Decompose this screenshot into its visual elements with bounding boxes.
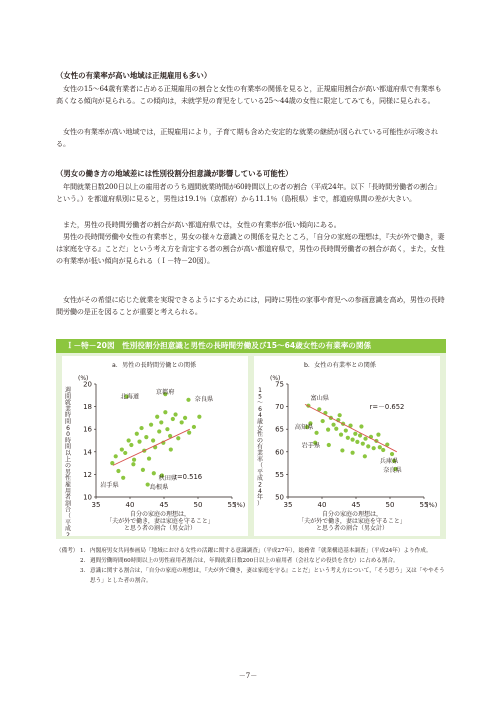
y-axis-label-char: 上 (64, 456, 72, 464)
data-point (149, 423, 153, 427)
data-point (363, 437, 367, 441)
y-tick-label: 20 (83, 380, 92, 389)
x-axis-unit: (%) (234, 501, 246, 509)
data-point (183, 416, 187, 420)
y-axis-label-char: 2 (66, 531, 70, 536)
note-text: 意識に関する割合は，「自分の家庭の理想は，『夫が外で働き，妻は家庭を守る』ことだ」という考え方について，「そう思う」又は「ややそう思う」とした者の割合。 (90, 568, 445, 584)
section1-paragraph-2: 女性の有業率が高い地域では，正規雇用により，子育て期も含めた安定的な就業の継続が図られている可能性が示唆される。 (56, 127, 438, 149)
y-axis-label-char: （ (64, 513, 72, 520)
y-axis-label-char: 有 (256, 443, 264, 451)
data-point (163, 410, 167, 414)
y-tick-label: 50 (275, 493, 284, 502)
x-tick-label: 35 (91, 501, 101, 509)
data-point (137, 440, 141, 444)
data-point (155, 415, 159, 419)
data-point (169, 447, 173, 451)
point-label: 兵庫県 (379, 458, 399, 466)
data-point (331, 423, 335, 427)
data-point (165, 427, 169, 431)
point-label: 北海道 (120, 393, 140, 401)
y-axis-label-char: 1 (258, 387, 262, 394)
data-point (192, 425, 196, 429)
trend-line (113, 429, 190, 465)
data-point (173, 412, 177, 416)
section1-heading: （女性の有業率が高い地域は正規雇用も多い） (56, 71, 212, 80)
data-point (147, 456, 151, 460)
y-axis-label-char: 成 (64, 525, 72, 533)
point-label: 高知県 (294, 424, 314, 432)
y-axis-label-char: 週 (64, 387, 72, 394)
note-text: 内閣府男女共同参画局「地域における女性の活躍に関する意識調査」（平成27年），総務省「就業構造基本調査」（平成24年）より作成。 (90, 548, 432, 554)
data-point (132, 458, 136, 462)
data-point (353, 432, 357, 436)
point-label: 岩手県 (100, 481, 119, 489)
data-point (180, 420, 184, 424)
y-axis-label-char: 業 (64, 405, 72, 413)
y-axis-label-char: ） (256, 500, 264, 508)
data-point (321, 419, 325, 423)
y-axis-label-char: 時 (64, 437, 72, 445)
data-point (372, 446, 376, 450)
x-tick-label: 55 (227, 501, 237, 509)
data-point (131, 462, 135, 466)
x-tick-label: 45 (159, 501, 169, 509)
y-axis-label-char: 性 (256, 431, 264, 439)
data-point (361, 442, 365, 446)
data-point (176, 436, 180, 440)
data-point (359, 424, 363, 428)
y-tick-label: 12 (83, 470, 92, 479)
y-axis-label-char: 男 (64, 468, 72, 476)
y-axis-label-char: 5 (258, 393, 262, 401)
y-axis-label-char: 雇 (64, 481, 72, 489)
data-point (376, 433, 380, 437)
x-axis-label-line: 「夫が外で働き，妻は家庭を守ること」 (106, 518, 214, 525)
correlation-label: r=－0.652 (369, 402, 405, 411)
data-point (139, 426, 143, 430)
y-tick-label: 65 (275, 425, 284, 434)
point-label: 秋田県 (158, 475, 178, 483)
data-point (171, 417, 175, 421)
data-point (123, 451, 127, 455)
figure-notes (56, 546, 446, 586)
data-point (152, 471, 156, 475)
section2-paragraph-3: 男性の長時間労働や女性の有業率と，男女の様々な意識との関係を見たところ，「自分の家庭の理想は，『夫が外で働き，妻は家庭を守る』ことだ」という考え方を肯定する者の割合が高い都道府県で，男性の長時間労働者の割合が高く，また，女性の有業率が低い傾向が見られる（Ｉ－特－20図）。 (56, 232, 445, 266)
figure-box (56, 339, 446, 539)
y-axis-label-char: 業 (256, 450, 264, 457)
point-label: 島根県 (149, 484, 169, 492)
y-axis-label-char: 0 (66, 431, 70, 439)
point-label: 富山県 (310, 394, 330, 402)
data-point (197, 415, 201, 419)
correlation-label: r=0.516 (174, 472, 203, 481)
data-point (344, 428, 348, 432)
data-point (141, 468, 145, 472)
point-label: 奈良県 (194, 395, 214, 403)
data-point (390, 452, 394, 456)
figure-title: Ｉ－特－20図 性別役割分担意識と男性の長時間労働及び15～64歳女性の有業率の関係 (56, 339, 446, 353)
chart-a (62, 356, 248, 536)
y-axis-label-char: 性 (64, 475, 72, 483)
section1-paragraph-1: 女性の15～64歳有業者に占める正規雇用の割合と女性の有業率の関係を見ると，正規雇用割合が高い都道府県で有業率も高くなる傾向が見られる。この傾向は，未就学児の育児をしている25～44歳の女性に限定してみても，同様に見られる。 (56, 84, 442, 106)
y-axis-label-char: 平 (64, 519, 72, 527)
x-axis-label-line: と思う者の割合（男女計） (123, 525, 197, 532)
y-tick-label: 70 (275, 403, 284, 412)
y-axis-label-char: の (256, 437, 264, 445)
y-tick-label: 60 (275, 448, 284, 457)
y-axis-label-char: 合 (64, 506, 72, 514)
y-axis-label-char: 6 (258, 405, 262, 413)
data-point (339, 433, 343, 437)
x-tick-label: 50 (193, 501, 203, 509)
data-point (116, 469, 120, 473)
section2-paragraph-1: 年間就業日数200日以上の雇用者のうち週間就業時間が60時間以上の者の割合（平成24年。以下「長時間労働者の割合」という。）を都道府県別に見ると，男性は19.1％（京都府）から11.1％（島根県）まで，都道府県間の差が大きい。 (56, 182, 441, 204)
data-point (121, 476, 125, 480)
data-point (340, 448, 344, 452)
data-point (381, 448, 385, 452)
y-tick-label: 10 (83, 493, 92, 502)
data-point (114, 454, 118, 458)
y-axis-label-char: の (64, 462, 72, 470)
x-axis-label-line: と思う者の割合（男女計） (315, 525, 389, 532)
y-axis-label-char: 成 (256, 475, 264, 483)
data-point (127, 438, 131, 442)
y-tick-label: 75 (275, 380, 284, 389)
chart-b (254, 356, 440, 536)
section2-paragraph-2: また，男性の長時間労働者の割合が高い都道府県では，女性の有業率が低い傾向にある。 (63, 220, 341, 229)
y-axis-label-char: 以 (64, 450, 72, 457)
data-point (129, 443, 133, 447)
y-tick-label: 14 (83, 448, 92, 457)
x-axis-label-line: 「夫が外で働き，妻は家庭を守ること」 (298, 518, 406, 525)
data-point (159, 420, 163, 424)
data-point (186, 398, 190, 402)
y-tick-label: 55 (275, 470, 284, 479)
y-axis-label-char: 割 (64, 500, 72, 508)
y-axis-label-char: 間 (64, 393, 72, 401)
note-text: 週間労働時間60時間以上の男性雇用者割合は，年間就業日数200日以上の雇用者（会社などの役員を含む）に占める割合。 (90, 558, 399, 564)
note-number: 1． (80, 548, 90, 554)
data-point (334, 427, 338, 431)
data-point (157, 429, 161, 433)
data-point (326, 428, 330, 432)
x-axis-label-line: 自分の家庭の理想は， (129, 511, 191, 518)
chart-title: b．女性の有業率との関係 (304, 362, 376, 369)
data-point (135, 432, 139, 436)
y-axis-label-char: 間 (64, 443, 72, 451)
y-axis-label-char: 6 (66, 424, 70, 432)
y-axis-label-char: 用 (64, 487, 72, 495)
y-axis-label-char: （ (256, 462, 264, 470)
y-axis-label-char: 平 (256, 468, 264, 476)
x-tick-label: 50 (385, 501, 395, 509)
section2-heading: （男女の働き方の地域差には性別役割分担意識が影響している可能性） (56, 169, 293, 178)
note-number: 2． (80, 558, 90, 564)
data-point (346, 436, 350, 440)
chart-panel-b (254, 356, 440, 536)
data-point (378, 445, 382, 449)
x-tick-label: 55 (419, 501, 429, 509)
data-point (338, 413, 342, 417)
x-axis-unit: (%) (426, 501, 438, 509)
y-axis-label-char: 年 (256, 494, 264, 502)
x-tick-label: 45 (351, 501, 361, 509)
y-tick-label: 18 (83, 403, 92, 412)
data-point (144, 435, 148, 439)
data-point (314, 431, 318, 435)
y-axis-label-char: 4 (258, 412, 262, 420)
section2-paragraph-4: 女性がその希望に応じた就業を実現できるようにするためには，同時に男性の家事や育児への参画意識を高め，男性の長時間労働の是正を図ることが重要と考えられる。 (56, 295, 445, 317)
data-point (120, 447, 124, 451)
y-axis-label-char: 率 (256, 456, 264, 464)
data-point (351, 451, 355, 455)
point-label: 奈良県 (383, 467, 402, 475)
x-tick-label: 35 (283, 501, 293, 509)
chart-title: a．男性の長時間労働との関係 (112, 362, 197, 369)
y-axis-label-char: 歳 (256, 418, 264, 426)
chart-panel-a (62, 356, 248, 536)
y-axis-label-char: 時 (64, 412, 72, 420)
y-axis-label-char: 就 (64, 399, 72, 407)
x-tick-label: 40 (125, 501, 135, 509)
y-tick-label: 16 (83, 425, 92, 434)
notes-label: （備考） (56, 548, 79, 554)
data-point (151, 438, 155, 442)
point-label: 京都府 (155, 389, 175, 397)
y-axis-label-char: 間 (64, 418, 72, 426)
y-axis-label-char: 4 (258, 487, 262, 495)
note-number: 3． (80, 568, 90, 574)
y-axis-label-char: 女 (256, 424, 264, 432)
point-label: 岩手県 (301, 442, 321, 450)
y-axis-label-char: 者 (64, 494, 72, 502)
page-number: －7－ (238, 672, 258, 680)
y-axis-label-char: 2 (258, 481, 262, 489)
data-point (351, 437, 355, 441)
data-point (355, 440, 359, 444)
data-point (187, 430, 191, 434)
x-tick-label: 40 (317, 501, 327, 509)
x-axis-label-line: 自分の家庭の理想は， (321, 511, 383, 518)
data-point (327, 443, 331, 447)
y-axis-label-char: ～ (256, 399, 264, 407)
y-axis-unit: (%) (270, 375, 281, 382)
data-point (363, 454, 367, 458)
data-point (366, 444, 370, 448)
y-axis-unit: (%) (78, 375, 89, 382)
